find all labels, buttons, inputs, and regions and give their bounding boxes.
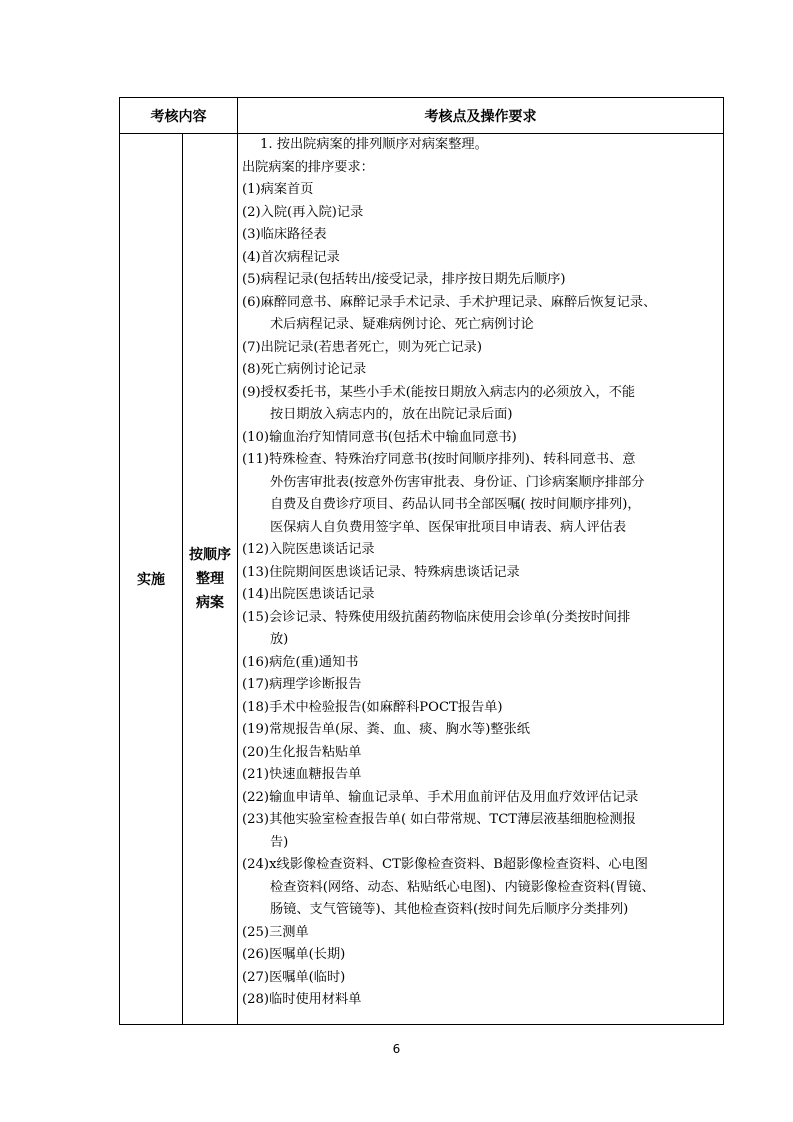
content-line: (11)特殊检查、特殊治疗同意书(按时间顺序排列)、转科同意书、意 [242, 452, 636, 467]
content-line: (15)会诊记录、特殊使用级抗菌药物临床使用会诊单(分类按时间排 [242, 609, 631, 625]
content-line: 1. 按出院病案的排列顺序对病案整理。 [260, 137, 488, 152]
content-line: (26)医嘱单(长期) [242, 947, 346, 962]
content-line: (19)常规报告单(尿、粪、血、痰、胸水等)整张纸 [242, 722, 530, 737]
content-line: (6)麻醉同意书、麻醉记录手术记录、手术护理记录、麻醉后恢复记录、 [242, 294, 657, 310]
requirements-content [242, 134, 722, 1012]
content-line: (28)临时使用材料单 [242, 992, 362, 1007]
content-line: (9)授权委托书，某些小手术(能按日期放入病志内的必须放入，不能 [242, 384, 636, 400]
content-line: 肠镜、支气管镜等)、其他检查资料(按时间先后顺序分类排列) [270, 902, 629, 917]
category-label [183, 134, 237, 1024]
content-line: (8)死亡病例讨论记录 [242, 362, 367, 377]
content-line: 自费及自费诊疗项目、药品认同书全部医嘱( 按时间顺序排列)， [270, 497, 641, 512]
header-content-col: 考核内容 [150, 108, 207, 125]
content-line: 外伤害审批表(按意外伤害审批表、身份证、门诊病案顺序排部分 [270, 474, 645, 490]
content-line: (16)病危(重)通知书 [242, 654, 359, 670]
content-line: 检查资料(网络、动态、粘贴纸心电图)、内镜影像检查资料(胃镜、 [270, 879, 655, 895]
content-line: 按日期放入病志内的，放在出院记录后面) [270, 407, 513, 422]
content-line: (21)快速血糖报告单 [242, 767, 362, 782]
category-line: 按顺序 [189, 547, 231, 563]
content-line: (3)临床路径表 [242, 227, 327, 242]
content-line: (23)其他实验室检查报告单( 如白带常规、TCT薄层液基细胞检测报 [242, 812, 636, 827]
content-line: (7)出院记录(若患者死亡，则为死亡记录) [242, 339, 482, 355]
content-line: (22)输血申请单、输血记录单、手术用血前评估及用血疗效评估记录 [242, 789, 639, 805]
content-line: (14)出院医患谈话记录 [242, 587, 375, 602]
header-requirements-col: 考核点及操作要求 [424, 108, 537, 125]
content-line: (12)入院医患谈话记录 [242, 542, 375, 557]
content-line: (25)三测单 [242, 924, 309, 940]
content-line: (20)生化报告粘贴单 [242, 744, 362, 760]
content-line: 医保病人自负费用签字单、医保审批项目申请表、病人评估表 [270, 519, 627, 535]
content-line: (4)首次病程记录 [242, 249, 340, 265]
content-line: (1)病案首页 [242, 182, 314, 197]
content-line: 出院病案的排序要求： [242, 159, 374, 175]
content-line: 术后病程记录、疑难病例讨论、死亡病例讨论 [270, 317, 534, 332]
content-line: (18)手术中检验报告(如麻醉科POCT报告单) [242, 699, 503, 715]
assessment-table [119, 97, 724, 1025]
content-line: 告) [270, 834, 289, 850]
content-line: (17)病理学诊断报告 [242, 677, 362, 692]
content-line: (27)医嘱单(临时) [242, 969, 346, 985]
content-line: (5)病程记录(包括转出/接受记录，排序按日期先后顺序) [242, 272, 566, 287]
column-divider [237, 98, 238, 1024]
content-line: (10)输血治疗知情同意书(包括术中输血同意书) [242, 429, 517, 445]
category-line: 病案 [196, 595, 224, 611]
content-line: (13)住院期间医患谈话记录、特殊病患谈话记录 [242, 564, 520, 580]
content-line: (24)x线影像检查资料、CT影像检查资料、B超影像检查资料、心电图 [242, 857, 648, 872]
content-line: 放) [270, 632, 289, 647]
section-label: 实施 [137, 572, 165, 588]
page-number: 6 [392, 1042, 401, 1056]
category-line: 整理 [196, 571, 224, 587]
content-line: (2)入院(再入院)记录 [242, 204, 364, 220]
